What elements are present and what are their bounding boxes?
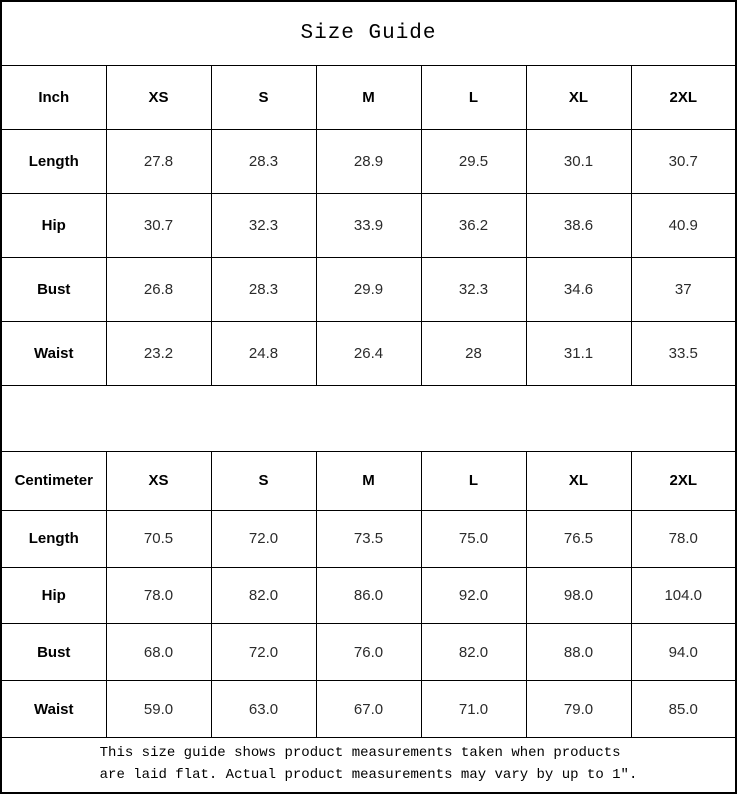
measurement-cell: 72.0 [211,624,316,681]
table-row [1,193,736,257]
row-label: Waist [1,321,106,385]
measurement-cell: 85.0 [631,681,736,738]
measurement-cell: 33.5 [631,321,736,385]
size-header-xs: XS [106,65,211,129]
size-header-xl: XL [526,65,631,129]
measurement-cell: 79.0 [526,681,631,738]
footer-note-text [100,743,638,786]
measurement-cell: 76.0 [316,624,421,681]
size-header-m: M [316,65,421,129]
table-row [1,567,736,624]
measurement-cell: 94.0 [631,624,736,681]
row-label: Length [1,129,106,193]
row-label: Length [1,510,106,567]
measurement-cell: 92.0 [421,567,526,624]
unit-header-inch: Inch [1,65,106,129]
measurement-cell: 104.0 [631,567,736,624]
measurement-cell: 40.9 [631,193,736,257]
measurement-cell: 33.9 [316,193,421,257]
size-header-xl: XL [526,451,631,510]
size-header-s: S [211,65,316,129]
size-header-m: M [316,451,421,510]
table-row [1,681,736,738]
measurement-cell: 26.4 [316,321,421,385]
measurement-cell: 82.0 [211,567,316,624]
unit-header-centimeter: Centimeter [1,451,106,510]
row-label: Hip [1,567,106,624]
measurement-cell: 24.8 [211,321,316,385]
footer-note [1,738,736,793]
measurement-cell: 31.1 [526,321,631,385]
row-label: Hip [1,193,106,257]
measurement-cell: 30.1 [526,129,631,193]
footer-line-1: This size guide shows product measurements taken when products [99,745,621,762]
measurement-cell: 30.7 [106,193,211,257]
measurement-cell: 28 [421,321,526,385]
row-label: Waist [1,681,106,738]
inch-table-body [1,129,736,385]
measurement-cell: 27.8 [106,129,211,193]
measurement-cell: 72.0 [211,510,316,567]
measurement-cell: 26.8 [106,257,211,321]
spacer-cell [1,385,736,451]
measurement-cell: 78.0 [631,510,736,567]
measurement-cell: 70.5 [106,510,211,567]
cm-header-row [1,451,736,510]
measurement-cell: 68.0 [106,624,211,681]
measurement-cell: 32.3 [421,257,526,321]
size-header-l: L [421,451,526,510]
measurement-cell: 34.6 [526,257,631,321]
measurement-cell: 30.7 [631,129,736,193]
size-header-l: L [421,65,526,129]
measurement-cell: 76.5 [526,510,631,567]
table-row [1,624,736,681]
size-header-2xl: 2XL [631,451,736,510]
measurement-cell: 59.0 [106,681,211,738]
measurement-cell: 63.0 [211,681,316,738]
page-title: Size Guide [1,1,736,65]
measurement-cell: 29.9 [316,257,421,321]
title-row [1,1,736,65]
spacer-row [1,385,736,451]
table-row [1,510,736,567]
measurement-cell: 73.5 [316,510,421,567]
footer-line-2: are laid flat. Actual product measurements may vary by up to 1″. [99,767,638,784]
measurement-cell: 37 [631,257,736,321]
row-label: Bust [1,624,106,681]
measurement-cell: 28.3 [211,257,316,321]
table-row [1,129,736,193]
measurement-cell: 98.0 [526,567,631,624]
footer-row [1,738,736,793]
measurement-cell: 82.0 [421,624,526,681]
measurement-cell: 38.6 [526,193,631,257]
size-header-xs: XS [106,451,211,510]
measurement-cell: 36.2 [421,193,526,257]
measurement-cell: 86.0 [316,567,421,624]
size-header-2xl: 2XL [631,65,736,129]
table-row [1,257,736,321]
measurement-cell: 28.9 [316,129,421,193]
table-row [1,321,736,385]
inch-header-row [1,65,736,129]
measurement-cell: 78.0 [106,567,211,624]
measurement-cell: 23.2 [106,321,211,385]
measurement-cell: 75.0 [421,510,526,567]
measurement-cell: 71.0 [421,681,526,738]
measurement-cell: 67.0 [316,681,421,738]
cm-table-body [1,510,736,737]
measurement-cell: 29.5 [421,129,526,193]
measurement-cell: 88.0 [526,624,631,681]
row-label: Bust [1,257,106,321]
size-header-s: S [211,451,316,510]
measurement-cell: 32.3 [211,193,316,257]
measurement-cell: 28.3 [211,129,316,193]
